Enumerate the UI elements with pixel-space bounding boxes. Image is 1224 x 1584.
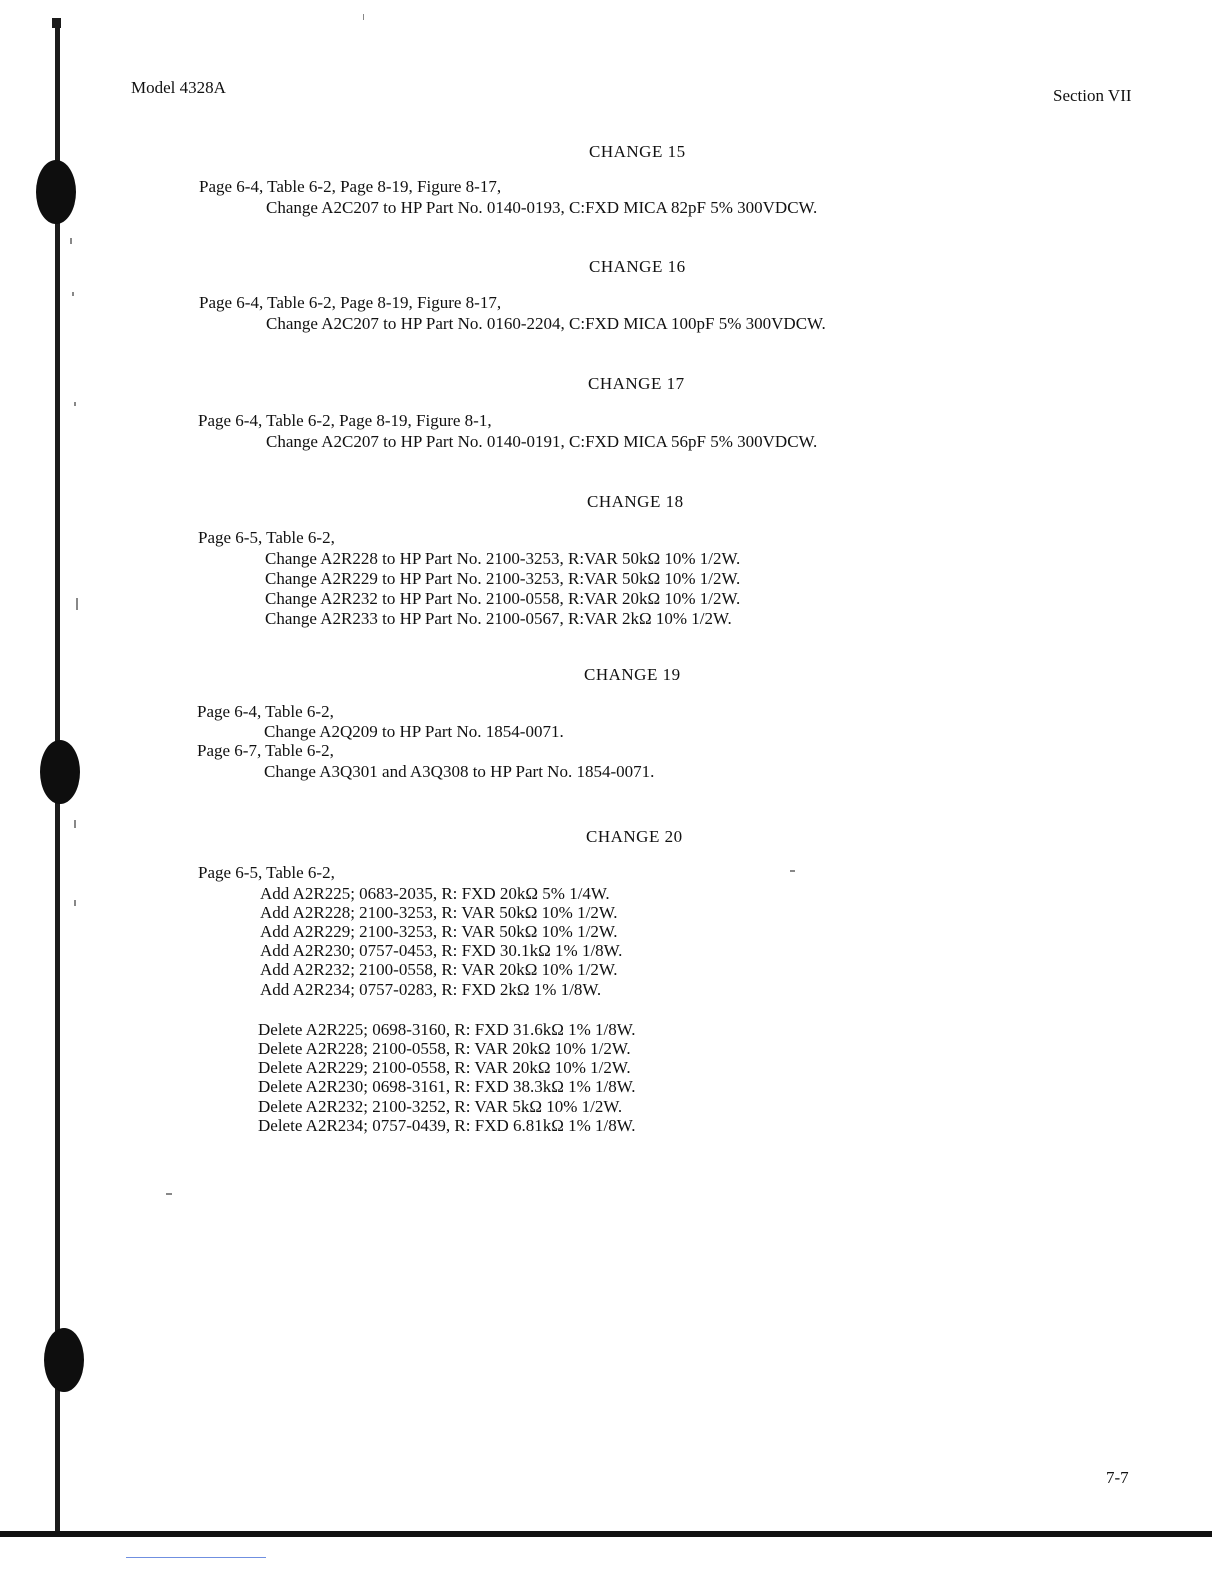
page-reference: Page 6-5, Table 6-2, [198, 528, 335, 547]
section-label: Section VII [1053, 86, 1132, 105]
scan-speck [72, 292, 74, 296]
page-reference: Page 6-4, Table 6-2, [197, 702, 334, 721]
change-heading: CHANGE 19 [584, 665, 681, 684]
change-item: Change A2R232 to HP Part No. 2100-0558, R:VAR 20kΩ 10% 1/2W. [265, 589, 741, 608]
change-item: Change A2Q209 to HP Part No. 1854-0071. [264, 722, 564, 741]
change-heading: CHANGE 17 [588, 374, 685, 393]
scan-speck [363, 14, 364, 20]
scan-speck [166, 1193, 172, 1195]
page-reference: Page 6-4, Table 6-2, Page 8-19, Figure 8-1, [198, 411, 492, 430]
add-item: Add A2R228; 2100-3253, R: VAR 50kΩ 10% 1/2W. [260, 903, 618, 922]
scan-speck [74, 820, 76, 828]
scan-speck [74, 402, 76, 406]
page-reference: Page 6-4, Table 6-2, Page 8-19, Figure 8-17, [199, 177, 502, 196]
change-item: Change A2R233 to HP Part No. 2100-0567, R:VAR 2kΩ 10% 1/2W. [265, 609, 732, 628]
change-heading: CHANGE 18 [587, 492, 684, 511]
add-item: Add A2R230; 0757-0453, R: FXD 30.1kΩ 1% 1/8W. [260, 941, 623, 960]
change-item: Change A2C207 to HP Part No. 0140-0191, C:FXD MICA 56pF 5% 300VDCW. [266, 432, 818, 451]
page-reference: Page 6-7, Table 6-2, [197, 741, 334, 760]
punch-hole-bottom [44, 1328, 84, 1392]
punch-hole-middle [40, 740, 80, 804]
delete-item: Delete A2R229; 2100-0558, R: VAR 20kΩ 10% 1/2W. [258, 1058, 631, 1077]
add-item: Add A2R229; 2100-3253, R: VAR 50kΩ 10% 1/2W. [260, 922, 618, 941]
change-heading: CHANGE 15 [589, 142, 686, 161]
scan-speck [76, 598, 78, 610]
delete-item: Delete A2R230; 0698-3161, R: FXD 38.3kΩ 1% 1/8W. [258, 1077, 636, 1096]
add-item: Add A2R234; 0757-0283, R: FXD 2kΩ 1% 1/8W. [260, 980, 602, 999]
change-heading: CHANGE 20 [586, 827, 683, 846]
change-heading: CHANGE 16 [589, 257, 686, 276]
binding-edge-lip [52, 18, 61, 28]
change-item: Change A2C207 to HP Part No. 0160-2204, C:FXD MICA 100pF 5% 300VDCW. [266, 314, 826, 333]
add-item: Add A2R225; 0683-2035, R: FXD 20kΩ 5% 1/4W. [260, 884, 610, 903]
delete-item: Delete A2R232; 2100-3252, R: VAR 5kΩ 10% 1/2W. [258, 1097, 623, 1116]
page-number: 7-7 [1106, 1468, 1129, 1487]
bottom-scan-tail [126, 1557, 266, 1558]
punch-hole-top [36, 160, 76, 224]
change-item: Change A2R229 to HP Part No. 2100-3253, R:VAR 50kΩ 10% 1/2W. [265, 569, 741, 588]
change-item: Change A2C207 to HP Part No. 0140-0193, C:FXD MICA 82pF 5% 300VDCW. [266, 198, 818, 217]
delete-item: Delete A2R225; 0698-3160, R: FXD 31.6kΩ 1% 1/8W. [258, 1020, 636, 1039]
delete-item: Delete A2R228; 2100-0558, R: VAR 20kΩ 10% 1/2W. [258, 1039, 631, 1058]
model-label: Model 4328A [131, 78, 226, 97]
change-item: Change A2R228 to HP Part No. 2100-3253, R:VAR 50kΩ 10% 1/2W. [265, 549, 741, 568]
bottom-scan-rule [0, 1531, 1212, 1537]
scan-speck [70, 238, 72, 244]
add-item: Add A2R232; 2100-0558, R: VAR 20kΩ 10% 1/2W. [260, 960, 618, 979]
page-reference: Page 6-5, Table 6-2, [198, 863, 335, 882]
page-reference: Page 6-4, Table 6-2, Page 8-19, Figure 8-17, [199, 293, 502, 312]
delete-item: Delete A2R234; 0757-0439, R: FXD 6.81kΩ 1% 1/8W. [258, 1116, 636, 1135]
change-item: Change A3Q301 and A3Q308 to HP Part No. 1854-0071. [264, 762, 655, 781]
scan-speck [74, 900, 76, 906]
scan-speck [790, 870, 795, 872]
